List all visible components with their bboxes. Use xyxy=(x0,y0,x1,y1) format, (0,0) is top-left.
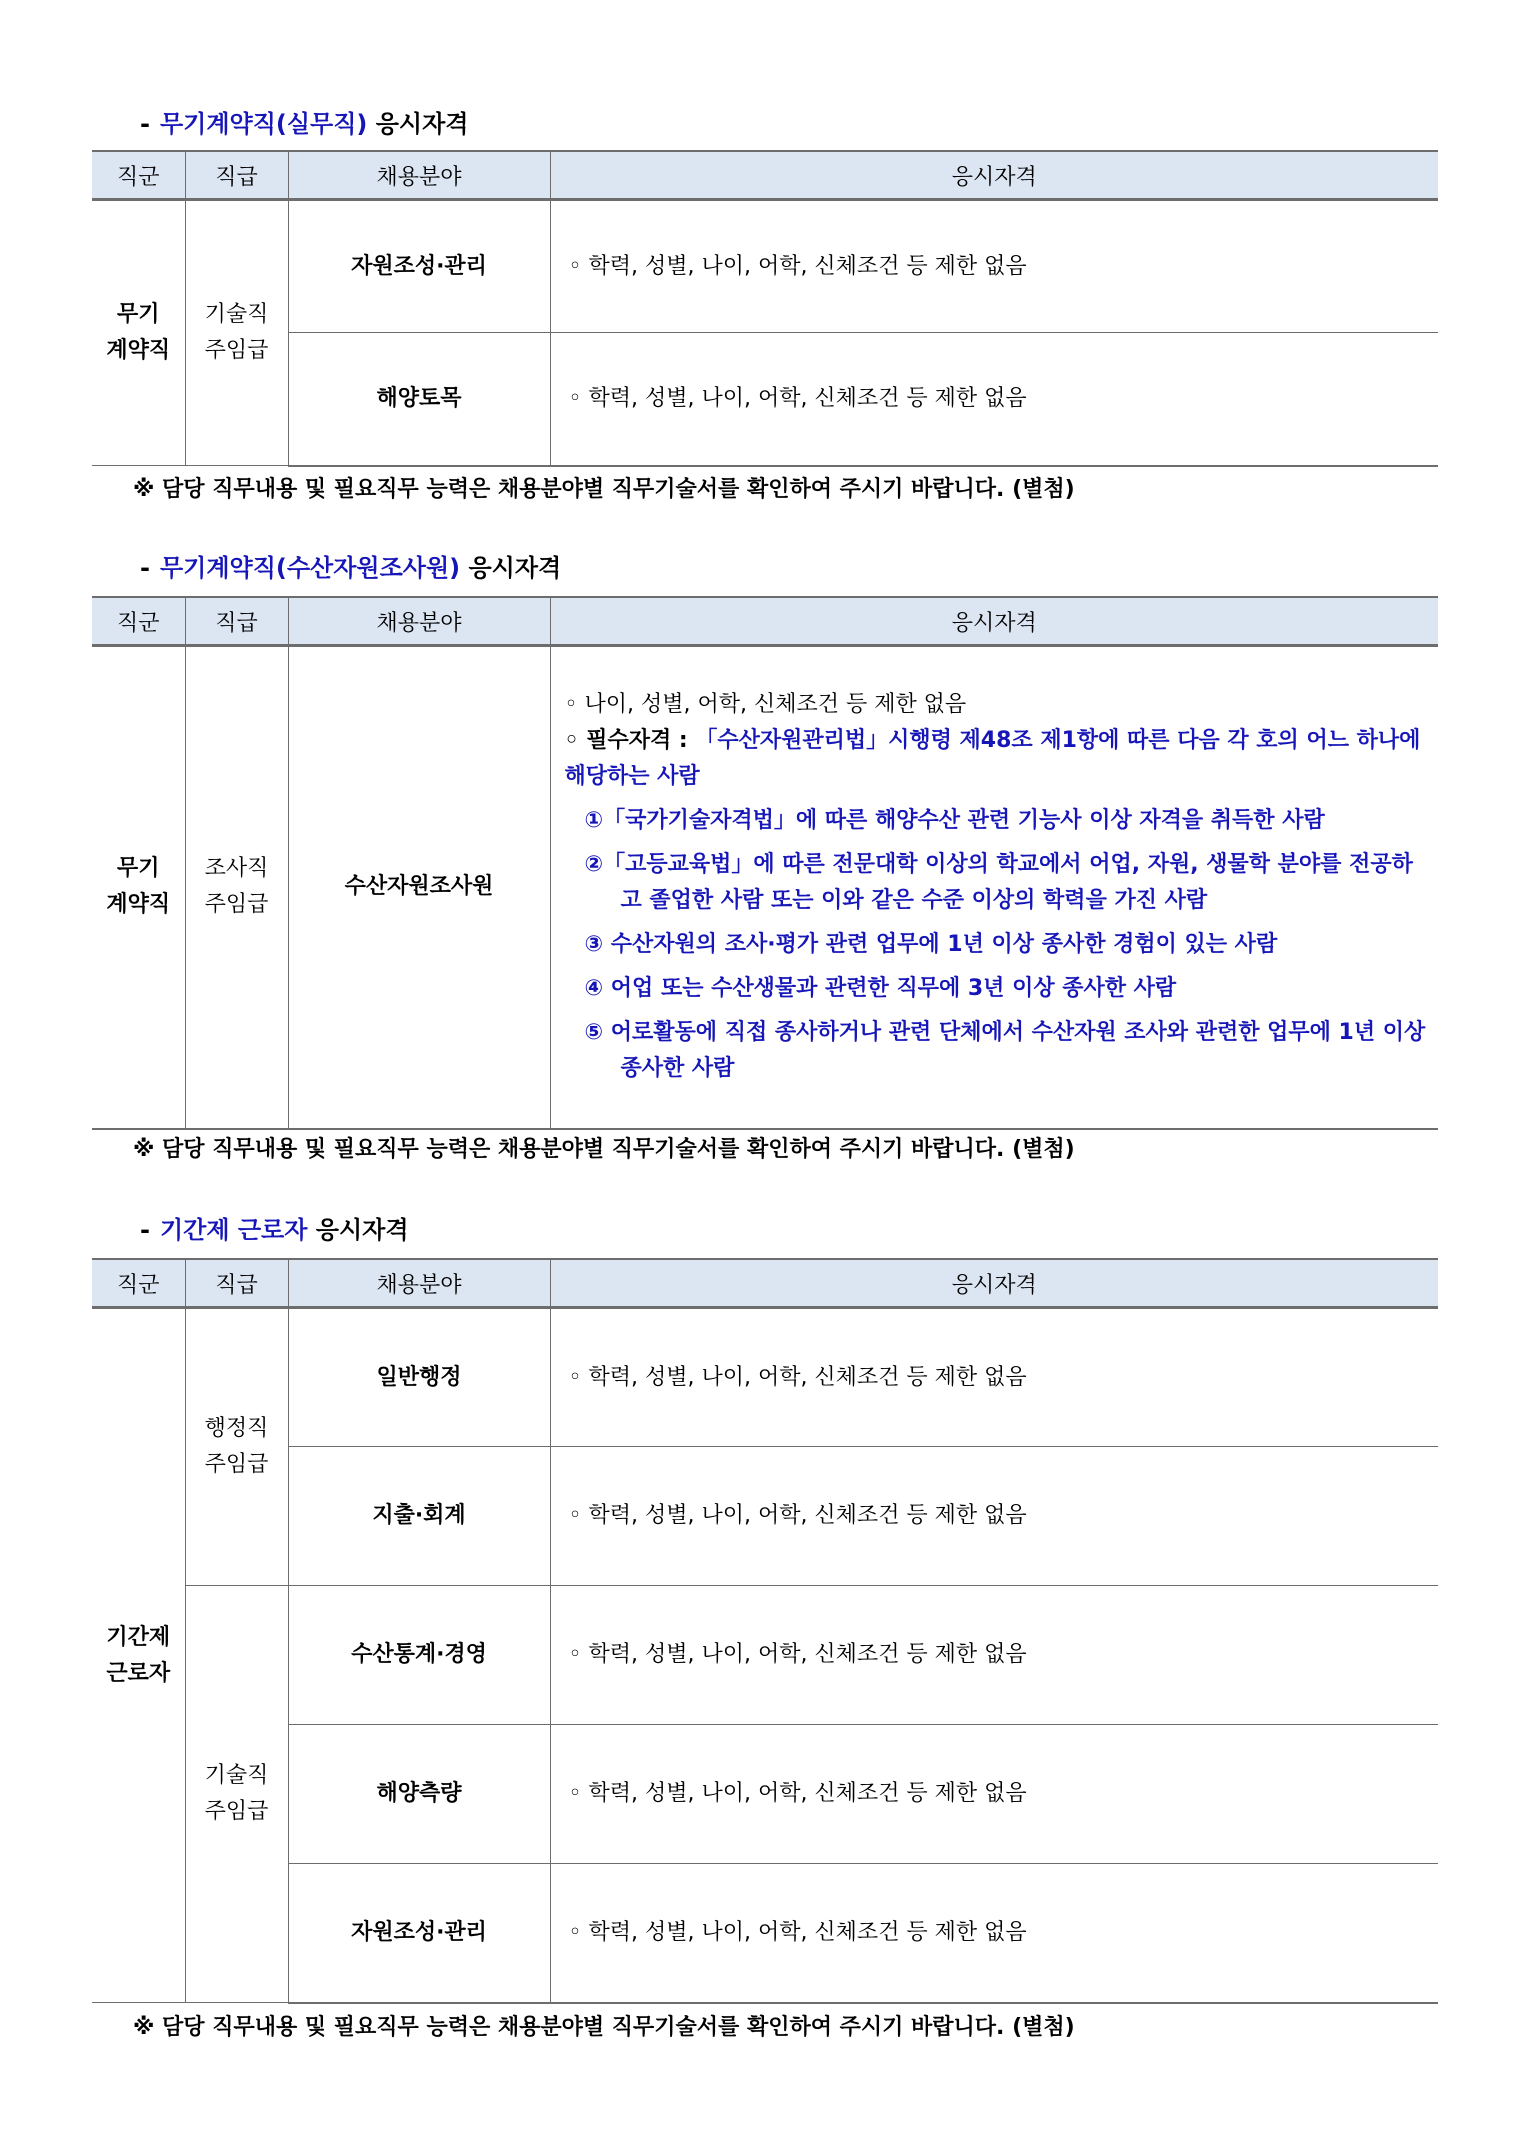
group-cell: 무기 계약직 xyxy=(92,200,185,466)
required-item-5: ⑤ 어로활동에 직접 종사하거나 관련 단체에서 수산자원 조사와 관련한 업무에 1년 이상 종사한 사람 xyxy=(584,1020,1426,1082)
title-dash: - xyxy=(140,1216,150,1244)
title-dash: - xyxy=(140,554,150,582)
qualification-list xyxy=(551,681,1439,1093)
rank-cell: 조사직 주임급 xyxy=(185,646,288,1129)
rank-cell-admin: 행정직 주임급 xyxy=(185,1308,288,1586)
field-cell: 자원조성·관리 xyxy=(288,200,550,333)
group-cell: 기간제 근로자 xyxy=(92,1308,185,2003)
header-field: 채용분야 xyxy=(288,151,550,200)
title-highlight: 무기계약직(실무직) xyxy=(159,110,368,138)
table-header-row xyxy=(92,1259,1438,1308)
title-highlight: 무기계약직(수산자원조사원) xyxy=(159,554,461,582)
qualification-cell xyxy=(550,646,1438,1129)
qualification-general: ◦ 나이, 성별, 어학, 신체조건 등 제한 없음 xyxy=(564,692,967,718)
field-cell: 해양측량 xyxy=(288,1725,550,1864)
section-title-3 xyxy=(140,1210,409,1245)
rank-cell: 기술직 주임급 xyxy=(185,200,288,466)
table-row xyxy=(92,1725,1438,1864)
header-field: 채용분야 xyxy=(288,597,550,646)
table-row xyxy=(92,200,1438,333)
qualification-table-2 xyxy=(92,596,1438,1130)
section-title-1 xyxy=(140,104,468,139)
table-header-row xyxy=(92,597,1438,646)
qualification-cell: ◦ 학력, 성별, 나이, 어학, 신체조건 등 제한 없음 xyxy=(550,1864,1438,2003)
field-cell: 지출·회계 xyxy=(288,1447,550,1586)
header-rank: 직급 xyxy=(185,597,288,646)
header-qualification: 응시자격 xyxy=(550,1259,1438,1308)
title-dash: - xyxy=(140,110,150,138)
note-2: ※ 담당 직무내용 및 필요직무 능력은 채용분야별 직무기술서를 확인하여 주시기 바랍니다. (별첨) xyxy=(133,1137,1075,1162)
table-row xyxy=(92,333,1438,466)
note-1: ※ 담당 직무내용 및 필요직무 능력은 채용분야별 직무기술서를 확인하여 주시기 바랍니다. (별첨) xyxy=(133,477,1075,502)
qualification-cell: ◦ 학력, 성별, 나이, 어학, 신체조건 등 제한 없음 xyxy=(550,200,1438,333)
header-group: 직군 xyxy=(92,1259,185,1308)
rank-cell-tech: 기술직 주임급 xyxy=(185,1586,288,2003)
title-rest: 응시자격 xyxy=(460,554,562,582)
table-row xyxy=(92,1586,1438,1725)
section-title-2 xyxy=(140,548,561,583)
title-highlight: 기간제 근로자 xyxy=(159,1216,308,1244)
qualification-cell: ◦ 학력, 성별, 나이, 어학, 신체조건 등 제한 없음 xyxy=(550,333,1438,466)
header-group: 직군 xyxy=(92,597,185,646)
field-cell: 수산자원조사원 xyxy=(288,646,550,1129)
header-group: 직군 xyxy=(92,151,185,200)
table-row xyxy=(92,646,1438,1129)
required-item-4: ④ 어업 또는 수산생물과 관련한 직무에 3년 이상 종사한 사람 xyxy=(584,976,1177,1002)
table-header-row xyxy=(92,151,1438,200)
field-cell: 일반행정 xyxy=(288,1308,550,1447)
required-item-3: ③ 수산자원의 조사·평가 관련 업무에 1년 이상 종사한 경험이 있는 사람 xyxy=(584,932,1278,958)
table-row xyxy=(92,1864,1438,2003)
required-text: 「수산자원관리법」시행령 제48조 제1항에 따른 다음 각 호의 어느 하나에 해당하는 사람 xyxy=(564,728,1421,790)
title-rest: 응시자격 xyxy=(367,110,469,138)
title-rest: 응시자격 xyxy=(307,1216,409,1244)
required-item-2: ②「고등교육법」에 따른 전문대학 이상의 학교에서 어업, 자원, 생물학 분야를 전공하고 졸업한 사람 또는 이와 같은 수준 이상의 학력을 가진 사람 xyxy=(584,852,1413,914)
header-qualification: 응시자격 xyxy=(550,597,1438,646)
field-cell: 수산통계·경영 xyxy=(288,1586,550,1725)
required-label: ◦ 필수자격 : xyxy=(564,728,696,754)
group-cell: 무기 계약직 xyxy=(92,646,185,1129)
note-3: ※ 담당 직무내용 및 필요직무 능력은 채용분야별 직무기술서를 확인하여 주시기 바랍니다. (별첨) xyxy=(133,2015,1075,2040)
field-cell: 해양토목 xyxy=(288,333,550,466)
table-row xyxy=(92,1447,1438,1586)
qualification-table-3 xyxy=(92,1258,1438,2004)
qualification-table-1 xyxy=(92,150,1438,467)
qualification-cell: ◦ 학력, 성별, 나이, 어학, 신체조건 등 제한 없음 xyxy=(550,1586,1438,1725)
field-cell: 자원조성·관리 xyxy=(288,1864,550,2003)
qualification-required xyxy=(565,723,1429,795)
header-field: 채용분야 xyxy=(288,1259,550,1308)
qualification-cell: ◦ 학력, 성별, 나이, 어학, 신체조건 등 제한 없음 xyxy=(550,1308,1438,1447)
table-row xyxy=(92,1308,1438,1447)
required-item-1: ①「국가기술자격법」에 따른 해양수산 관련 기능사 이상 자격을 취득한 사람 xyxy=(584,808,1325,834)
header-qualification: 응시자격 xyxy=(550,151,1438,200)
header-rank: 직급 xyxy=(185,151,288,200)
qualification-cell: ◦ 학력, 성별, 나이, 어학, 신체조건 등 제한 없음 xyxy=(550,1725,1438,1864)
qualification-cell: ◦ 학력, 성별, 나이, 어학, 신체조건 등 제한 없음 xyxy=(550,1447,1438,1586)
header-rank: 직급 xyxy=(185,1259,288,1308)
